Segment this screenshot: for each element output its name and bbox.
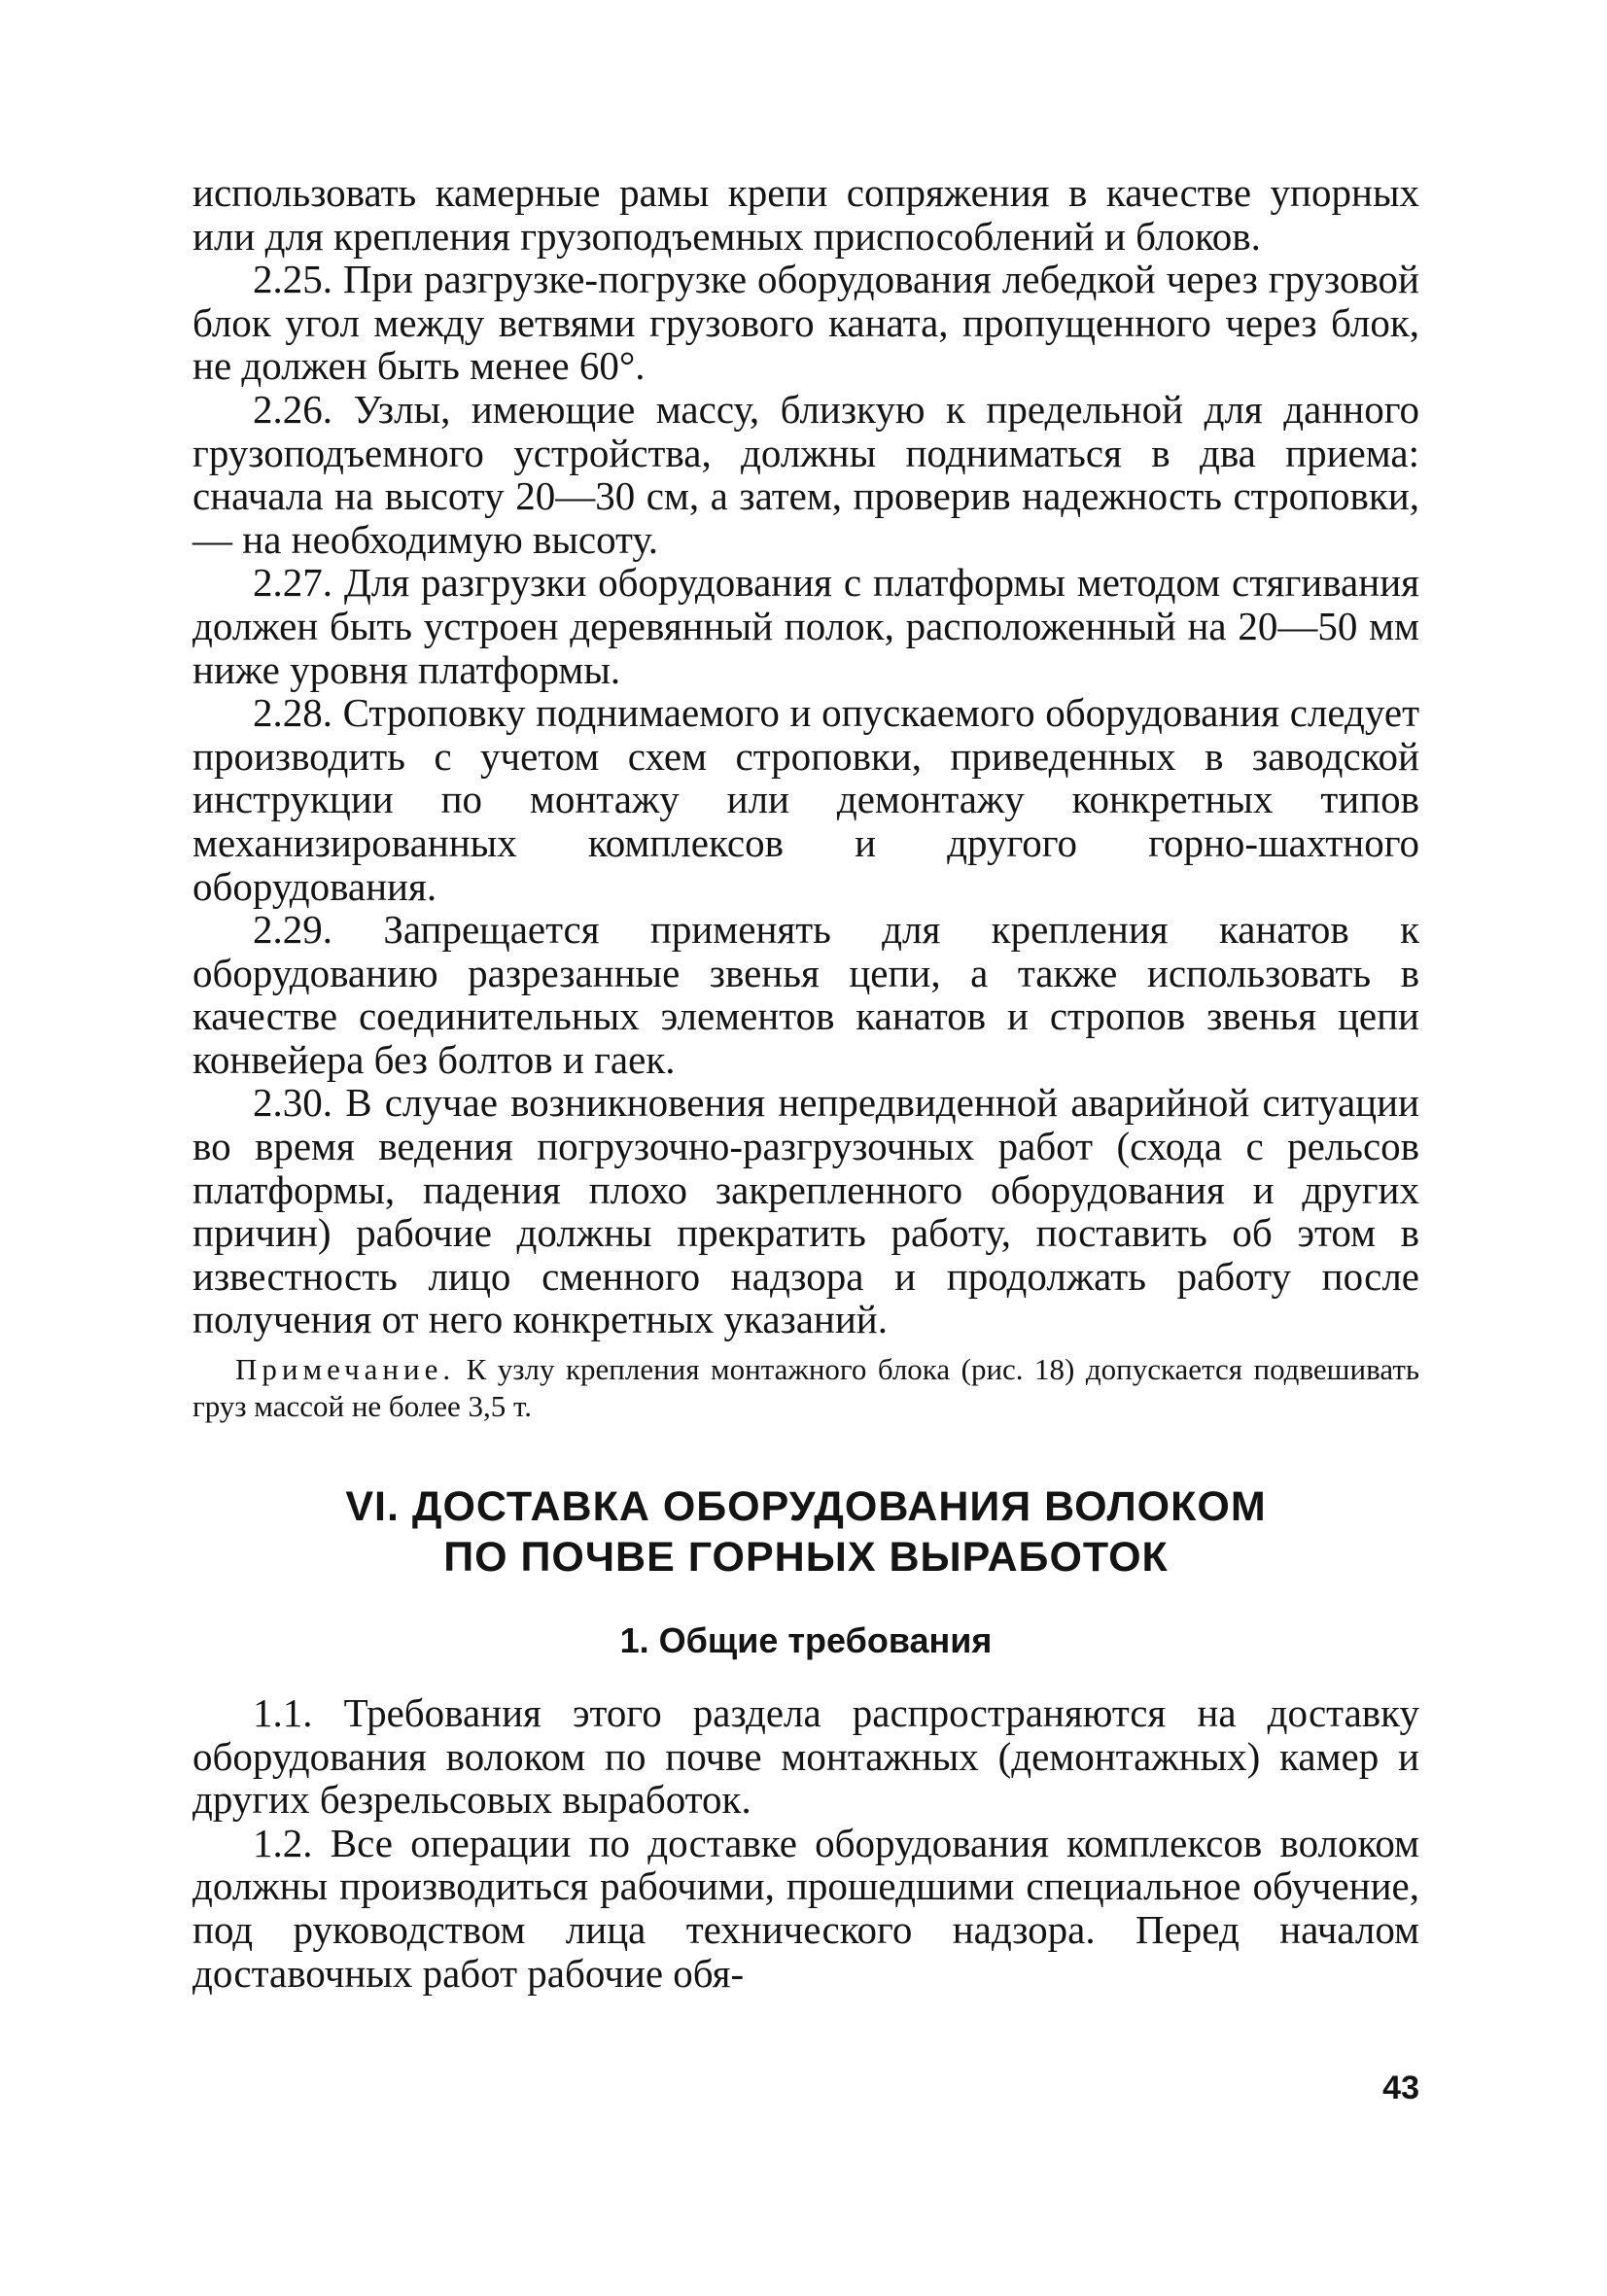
note: [192, 1351, 1419, 1425]
paragraph-2-28: 2.28. Строповку поднимаемого и опускаемого оборудования следует производить с учетом схем строповки, приведенных в заводской инструкции по монтажу или демонтажу конкретных типов механизированных комплексов и другого горно-шахтного оборудования.: [192, 690, 1419, 909]
note-label: Примечание.: [235, 1352, 456, 1387]
paragraph-2-29: 2.29. Запрещается применять для крепления канатов к оборудованию разрезанные звенья цепи, а также использовать в качестве соединительных элементов канатов и стропов звенья цепи конвейера без болтов и гаек.: [192, 907, 1419, 1082]
paragraph-2-30: 2.30. В случае возникновения непредвиденной аварийной ситуации во время ведения погрузочно-разгрузочных работ (схода с рельсов платформы, падения плохо закрепленного оборудования и других причин) рабочие должны прекратить работу, поставить об этом в известность лицо сменного надзора и продолжать работу после получения от него конкретных указаний.: [192, 1080, 1419, 1342]
section-title-line-1: VI. ДОСТАВКА ОБОРУДОВАНИЯ ВОЛОКОМ: [345, 1483, 1267, 1531]
paragraph-2-27: 2.27. Для разгрузки оборудования с платформы методом стягивания должен быть устроен деревянный полок, расположенный на 20—50 мм ниже уровня платформы.: [192, 560, 1419, 692]
section-title: [192, 1481, 1419, 1583]
paragraph-continued: использовать камерные рамы крепи сопряжения в качестве упорных или для крепления грузоподъемных приспособлений и блоков.: [192, 170, 1419, 259]
section-title-line-2: ПО ПОЧВЕ ГОРНЫХ ВЫРАБОТОК: [443, 1534, 1169, 1582]
page-number: 43: [1382, 2070, 1419, 2106]
note-text: К узлу крепления монтажного блока (рис. 18) допускается подвешивать груз массой не более 3,5 т.: [192, 1352, 1419, 1424]
document-page: [192, 171, 1419, 1995]
paragraph-2-25: 2.25. При разгрузке-погрузке оборудования лебедкой через грузовой блок угол между ветвями грузового каната, пропущенного через блок, не должен быть менее 60°.: [192, 257, 1419, 389]
paragraph-1-1: 1.1. Требования этого раздела распространяются на доставку оборудования волоком по почве монтажных (демонтажных) камер и других безрельсовых выработок.: [192, 1690, 1419, 1823]
paragraph-1-2: 1.2. Все операции по доставке оборудования комплексов волоком должны производиться рабочими, прошедшими специальное обучение, под руководством лица технического надзора. Перед началом доставочных работ рабочие обя-: [192, 1820, 1419, 1996]
paragraph-2-26: 2.26. Узлы, имеющие массу, близкую к предельной для данного грузоподъемного устройства, должны подниматься в два приема: сначала на высоту 20—30 см, а затем, проверив надежность строповки, — на необходимую высоту.: [192, 386, 1419, 562]
subsection-title: 1. Общие требования: [619, 1620, 993, 1661]
